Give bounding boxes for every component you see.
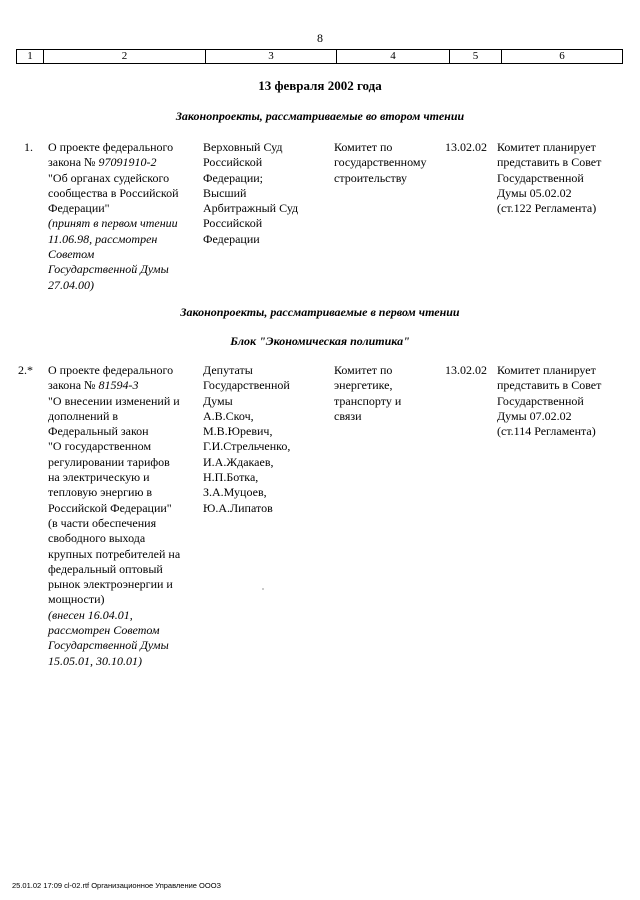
committee-plan: Комитет планирует представить в Совет Государственной Думы 05.02.02 (ст.122 Регламента) bbox=[497, 140, 602, 216]
item-number: 2.* bbox=[18, 363, 33, 377]
column-header: 4 bbox=[337, 50, 450, 64]
section-heading-first-reading: Законопроекты, рассматриваемые в первом чтении bbox=[180, 305, 460, 319]
column-header: 2 bbox=[44, 50, 206, 64]
column-header: 5 bbox=[450, 50, 502, 64]
review-date: 13.02.02 bbox=[445, 140, 487, 154]
bill-number: 97091910-2 bbox=[98, 155, 157, 170]
page-number: 8 bbox=[317, 31, 323, 45]
bill-note: (внесен 16.04.01, рассмотрен Советом Государственной Думы 15.05.01, 30.10.01) bbox=[48, 607, 169, 668]
column-header: 3 bbox=[206, 50, 337, 64]
initiator: Депутаты Государственной Думы А.В.Скоч, М.В.Юревич, Г.И.Стрельченко, И.А.Ждакаев, Н.П.Ботка, З.А.Муцоев, Ю.А.Липатов bbox=[203, 363, 291, 515]
bill-title: "О внесении изменений и дополнений в Федеральный закон "О государственном регулировании тарифов на электрическую и тепловую энергию в Российской Федерации" (в части обеспечения свободного выхода крупных потребителей на федеральный оптовый рынок электроэнергии и мощности) bbox=[48, 393, 181, 607]
bill-description bbox=[48, 363, 200, 669]
initiator: Верховный Суд Российской Федерации; Высший Арбитражный Суд Российской Федерации bbox=[203, 140, 299, 246]
scan-speck bbox=[262, 588, 264, 590]
committee: Комитет по государственному строительству bbox=[334, 140, 427, 185]
date-heading: 13 февраля 2002 года bbox=[258, 78, 382, 93]
section-heading-second-reading: Законопроекты, рассматриваемые во втором чтении bbox=[175, 109, 465, 123]
bill-prefix: О проекте федерального закона № bbox=[48, 363, 174, 393]
bill-number: 81594-3 bbox=[98, 378, 139, 393]
item-number: 1. bbox=[24, 140, 33, 154]
footer: 25.01.02 17:09 cl-02.rtf Организационное Управление ОООЗ bbox=[12, 881, 222, 890]
bill-note: (принят в первом чтении 11.06.98, рассмотрен Советом Государственной Думы 27.04.00) bbox=[48, 216, 178, 292]
committee-plan: Комитет планирует представить в Совет Государственной Думы 07.02.02 (ст.114 Регламента) bbox=[497, 363, 602, 439]
bill-description bbox=[48, 140, 200, 293]
bill-title: "Об органах судейского сообщества в Российской Федерации" bbox=[48, 170, 179, 216]
block-heading: Блок "Экономическая политика" bbox=[230, 334, 410, 348]
column-header: 6 bbox=[502, 50, 623, 64]
column-header: 1 bbox=[17, 50, 44, 64]
bill-prefix: О проекте федерального закона № bbox=[48, 140, 174, 170]
review-date: 13.02.02 bbox=[445, 363, 487, 377]
column-header-row bbox=[16, 49, 623, 64]
committee: Комитет по энергетике, транспорту и связи bbox=[334, 363, 402, 423]
